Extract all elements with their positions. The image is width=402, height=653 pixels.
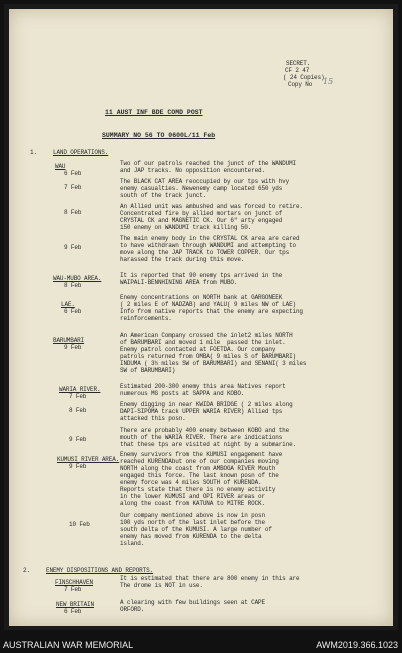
entry-line: enemy force was 4 miles SOUTH of KURENDA. <box>120 479 262 486</box>
entry-line: Info from native reports that the enemy are expecting <box>120 308 303 315</box>
entry-line: numerous MG posts at SAPPA and KOBO. <box>120 390 245 397</box>
entry-date: 9 Feb <box>64 244 82 251</box>
area-label: WAU <box>55 163 66 170</box>
security-cf: CF 2 47 <box>285 67 310 74</box>
entry-line: The main enemy body in the CRYSTAL CK area are cared <box>120 235 300 242</box>
entry-line: It is reported that 90 enemy tps arrived in the <box>120 272 283 279</box>
entry-line: reached KURENDAbut one of our companies moving <box>120 458 279 465</box>
entry-line: enemy casualties. Newenemy camp located 650 yds <box>120 185 283 192</box>
entry-line: mouth of the WARIA RIVER. There are indications <box>120 434 283 441</box>
area-label: WAU-MUBO AREA. <box>53 275 102 282</box>
area-label: LAE. <box>61 301 75 308</box>
security-copy-no: Copy No <box>288 81 313 88</box>
entry-date: 9 Feb <box>69 463 87 470</box>
area-label: KUMUSI RIVER AREA. <box>57 456 120 463</box>
section-title: LAND OPERATIONS. <box>53 149 109 156</box>
entry-line: island. <box>120 540 145 547</box>
entry-line: harassed the track during this move. <box>120 256 245 263</box>
entry-date: 7 Feb <box>64 184 82 191</box>
entry-line: Reports state that there is no enemy activity <box>120 486 276 493</box>
entry-line: south delta of the KUMUSI. A large number of <box>120 526 272 533</box>
entry-line: WAIPALI-BENNHINING AREA from MUBO. <box>120 279 238 286</box>
document-page <box>9 9 393 626</box>
entry-line: The drome is NOT in use. <box>120 582 203 589</box>
entry-line: attacked this posn. <box>120 415 186 422</box>
entry-date: 9 Feb <box>69 436 87 443</box>
entry-date: 9 Feb <box>64 344 82 351</box>
entry-line: ( 2 miles E of NADZAB) and YALU( 9 miles NW of LAE) <box>120 301 296 308</box>
section-number: 1. <box>30 149 37 156</box>
entry-line: Enemy survivors from the KUMUSI engagement have <box>120 451 283 458</box>
entry-line: CRYSTAL CK and MAGNETIC CK. Our 6" arty engaged <box>120 217 283 224</box>
entry-line: It is estimated that there are 800 enemy in this are <box>120 575 300 582</box>
entry-line: NORTH along the coast from AMBOGA RIVER Mouth <box>120 465 276 472</box>
entry-line: SW of BARUMBARI) <box>120 367 176 374</box>
section-title: ENEMY DISPOSITIONS AND REPORTS. <box>46 567 153 574</box>
area-label: FINSCHHAVEN <box>55 579 93 586</box>
security-copies: ( 24 Copies) <box>283 74 325 81</box>
entry-line: that these tps are visited at night by a submarine. <box>120 441 296 448</box>
entry-line: Enemy concentrations on NORTH bank at GARGONEEK <box>120 294 283 301</box>
entry-date: 6 Feb <box>64 170 82 177</box>
copy-number-handwritten: 15 <box>323 77 334 86</box>
section-number: 2. <box>23 567 30 574</box>
entry-line: An American Company crossed the inlet2 miles NORTH <box>120 332 293 339</box>
entry-line: enemy has moved from KURENDA to the delta <box>120 533 262 540</box>
security-classification: SECRET. <box>286 60 311 67</box>
entry-line: south of the track junct. <box>120 192 207 199</box>
document-title: 11 AUST INF BDE COMD POST <box>105 109 203 116</box>
entry-date: 8 Feb <box>64 209 82 216</box>
entry-line: patrols returned from OMBA( 9 miles S of BARUMBARI) <box>120 353 296 360</box>
entry-line: 150 enemy on WANDUMI track killing 50. <box>120 224 252 231</box>
entry-line: and JAP tracks. No opposition encountered. <box>120 167 265 174</box>
entry-line: An Allied unit was ambushed and was forced to retire. <box>120 203 303 210</box>
entry-date: 6 Feb <box>64 608 82 615</box>
entry-line: ORFORD. <box>120 606 145 613</box>
entry-line: along the coast from KATUNA to MITRE ROCK. <box>120 500 265 507</box>
entry-line: There are probably 400 enemy between KOBO and the <box>120 427 290 434</box>
entry-date: 7 Feb <box>64 586 82 593</box>
entry-line: Enemy patrol contacted at FOETDA. Our company <box>120 346 276 353</box>
entry-line: Enemy digging in near KWIDA BRIDGE ( 2 miles along <box>120 401 293 408</box>
entry-line: DAPI-SIPOMA track UPPER WARIA RIVER) Allied tps <box>120 408 283 415</box>
entry-line: INDUMA ( 3½ miles SW of BARUMBARI) and SENANI( 3 miles <box>120 360 307 367</box>
entry-line: The BLACK CAT AREA reoccupied by our tps with hvy <box>120 178 290 185</box>
entry-line: move along the JAP TRACK to TOWER COPPER. Our tps <box>120 249 290 256</box>
entry-line: in the lower KUMUSI and OPI RIVER areas or <box>120 493 265 500</box>
entry-line: engaged this force. The last known posn of the <box>120 472 279 479</box>
entry-line: Our company mentioned above is now in posn <box>120 512 265 519</box>
entry-date: 7 Feb <box>69 393 87 400</box>
area-label: NEW BRITAIN <box>56 601 94 608</box>
entry-line: to have withdrawn through WANDUMI and attempting to <box>120 242 296 249</box>
entry-date: 8 Feb <box>69 407 87 414</box>
entry-line: Concentrated fire by allied mortars on junct of <box>120 210 283 217</box>
entry-line: A clearing with few buildings seen at CAPE <box>120 599 265 606</box>
area-label: WARIA RIVER. <box>59 386 101 393</box>
entry-date: 8 Feb <box>64 282 82 289</box>
entry-line: Two of our patrols reached the junct of the WANDUMI <box>120 160 296 167</box>
area-label: BARUMBARI <box>53 337 85 344</box>
entry-date: 6 Feb <box>64 308 82 315</box>
footer-credit: AUSTRALIAN WAR MEMORIAL <box>3 640 134 650</box>
document-summary: SUMMARY NO 56 TO 0600L/11 Feb <box>102 132 216 139</box>
entry-line: of BARUMBARI and moved 1 mile passed the inlet. <box>120 339 286 346</box>
entry-line: Estimated 200-300 enemy this area Natives report <box>120 383 286 390</box>
entry-date: 10 Feb <box>69 521 90 528</box>
entry-line: reinforcements. <box>120 315 172 322</box>
entry-line: 100 yds north of the last inlet before the <box>120 519 265 526</box>
footer-accession: AWM2019.366.1023 <box>316 640 398 650</box>
